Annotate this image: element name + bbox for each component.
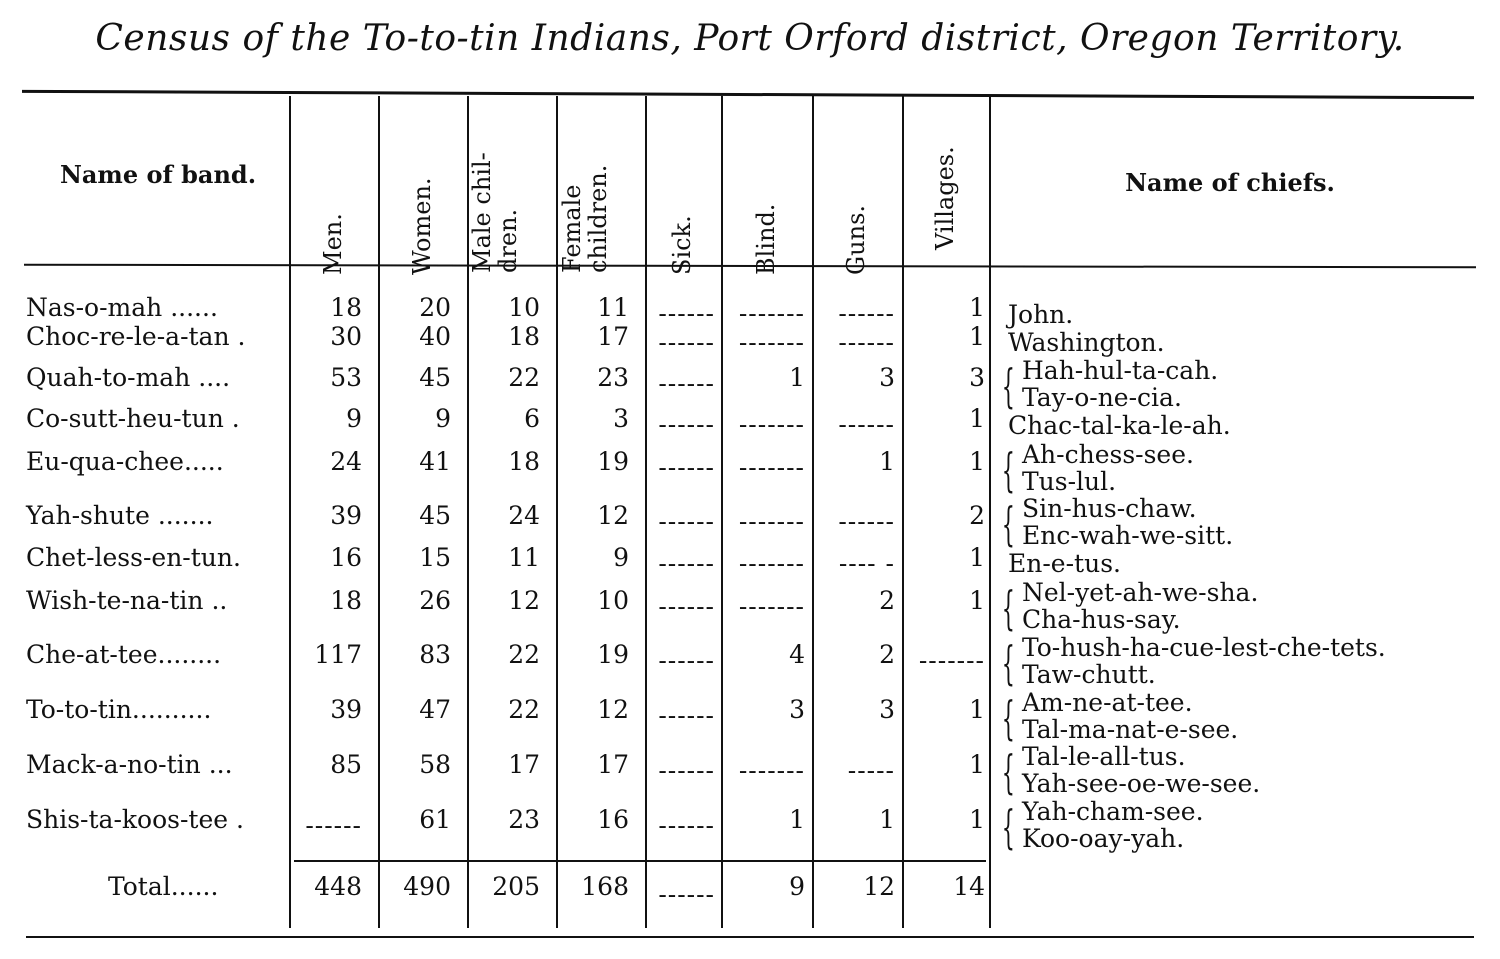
cell-men: 117: [314, 640, 362, 669]
cell-guns: 1: [879, 447, 895, 476]
cell-blind: -------: [738, 756, 805, 785]
col-divider: [812, 96, 814, 928]
cell-sick: ------: [658, 811, 715, 840]
header-chiefs: Name of chiefs.: [1125, 168, 1335, 197]
cell-women: 41: [419, 447, 451, 476]
cell-villages: 1: [969, 404, 985, 433]
brace-mark: {: [1001, 359, 1015, 413]
cell-female-children: 12: [597, 501, 629, 530]
cell-blind: 1: [789, 805, 805, 834]
cell-chief-name: Yah-see-oe-we-see.: [1022, 769, 1261, 798]
cell-band-name: Shis-ta-koos-tee .: [26, 805, 244, 834]
cell-chief-name: Cha-hus-say.: [1022, 605, 1181, 634]
cell-chief-name: John.: [1008, 300, 1074, 329]
cell-men: 30: [330, 322, 362, 351]
cell-male-children: 18: [508, 322, 540, 351]
cell-sick: ------: [658, 369, 715, 398]
cell-band-name: Wish-te-na-tin ..: [26, 586, 228, 615]
cell-band-name: Yah-shute .......: [26, 501, 214, 530]
brace-mark: {: [1001, 581, 1015, 635]
cell-women: 20: [419, 293, 451, 322]
cell-men: 16: [330, 543, 362, 572]
cell-women: 47: [419, 695, 451, 724]
total-label: Total......: [108, 872, 219, 901]
cell-villages: 1: [969, 695, 985, 724]
cell-band-name: Eu-qua-chee.....: [26, 447, 224, 476]
cell-blind: -------: [738, 592, 805, 621]
cell-men: 53: [330, 363, 362, 392]
total-cell-villages: 14: [953, 872, 985, 901]
cell-sick: ------: [658, 592, 715, 621]
cell-female-children: 19: [597, 640, 629, 669]
cell-sick: ------: [658, 701, 715, 730]
cell-male-children: 22: [508, 363, 540, 392]
cell-female-children: 11: [597, 293, 629, 322]
cell-male-children: 18: [508, 447, 540, 476]
cell-sick: ------: [658, 756, 715, 785]
cell-guns: ------: [838, 410, 895, 439]
cell-chief-name: Am-ne-at-tee.: [1022, 688, 1193, 717]
header-women: Women.: [408, 177, 436, 275]
cell-chief-name: En-e-tus.: [1008, 549, 1121, 578]
cell-guns: 1: [879, 805, 895, 834]
cell-male-children: 17: [508, 750, 540, 779]
cell-villages: 1: [969, 543, 985, 572]
cell-blind: -------: [738, 299, 805, 328]
col-divider: [378, 96, 380, 928]
cell-chief-name: Hah-hul-ta-cah.: [1022, 356, 1219, 385]
col-divider: [989, 96, 991, 928]
cell-women: 45: [419, 363, 451, 392]
cell-chief-name: Enc-wah-we-sitt.: [1022, 521, 1234, 550]
cell-female-children: 10: [597, 586, 629, 615]
cell-chief-name: To-hush-ha-cue-lest-che-tets.: [1022, 633, 1386, 662]
cell-villages: 1: [969, 586, 985, 615]
cell-villages: 1: [969, 322, 985, 351]
brace-mark: {: [1001, 745, 1015, 799]
cell-female-children: 17: [597, 750, 629, 779]
cell-band-name: Nas-o-mah ......: [26, 293, 218, 322]
cell-women: 26: [419, 586, 451, 615]
col-divider: [645, 96, 647, 928]
cell-blind: 4: [789, 640, 805, 669]
cell-female-children: 16: [597, 805, 629, 834]
cell-blind: 1: [789, 363, 805, 392]
cell-women: 83: [419, 640, 451, 669]
cell-male-children: 24: [508, 501, 540, 530]
header-band: Name of band.: [59, 160, 257, 189]
cell-male-children: 23: [508, 805, 540, 834]
header-blind: Blind.: [752, 203, 780, 275]
cell-chief-name: Tus-lul.: [1022, 467, 1117, 496]
header-villages: Villages.: [931, 146, 959, 250]
cell-villages: 3: [969, 363, 985, 392]
cell-blind: -------: [738, 507, 805, 536]
cell-female-children: 17: [597, 322, 629, 351]
cell-women: 40: [419, 322, 451, 351]
cell-sick: ------: [658, 410, 715, 439]
cell-sick: ------: [658, 453, 715, 482]
cell-chief-name: Tal-ma-nat-e-see.: [1022, 715, 1239, 744]
cell-sick: ------: [658, 507, 715, 536]
cell-chief-name: Chac-tal-ka-le-ah.: [1008, 411, 1231, 440]
cell-chief-name: Taw-chutt.: [1022, 660, 1156, 689]
cell-villages: -------: [918, 646, 985, 675]
brace-mark: {: [1001, 636, 1015, 690]
total-cell-female-children: 168: [581, 872, 629, 901]
cell-female-children: 9: [613, 543, 629, 572]
cell-villages: 2: [969, 501, 985, 530]
cell-female-children: 19: [597, 447, 629, 476]
cell-men: 39: [330, 695, 362, 724]
cell-villages: 1: [969, 293, 985, 322]
cell-chief-name: Koo-oay-yah.: [1022, 824, 1185, 853]
cell-sick: ------: [658, 328, 715, 357]
cell-villages: 1: [969, 447, 985, 476]
total-cell-men: 448: [314, 872, 362, 901]
cell-blind: -------: [738, 453, 805, 482]
total-cell-guns: 12: [863, 872, 895, 901]
cell-male-children: 12: [508, 586, 540, 615]
total-cell-male-children: 205: [492, 872, 540, 901]
cell-male-children: 6: [524, 404, 540, 433]
cell-guns: 3: [879, 695, 895, 724]
header-men: Men.: [319, 213, 347, 275]
cell-chief-name: Tal-le-all-tus.: [1022, 742, 1186, 771]
total-rule: [294, 860, 986, 862]
cell-guns: ------: [838, 328, 895, 357]
cell-women: 45: [419, 501, 451, 530]
header-male-children: Male chil- dren.: [468, 152, 522, 273]
brace-mark: {: [1001, 443, 1015, 497]
cell-guns: 2: [879, 586, 895, 615]
cell-women: 9: [435, 404, 451, 433]
total-cell-women: 490: [403, 872, 451, 901]
cell-villages: 1: [969, 750, 985, 779]
cell-men: 39: [330, 501, 362, 530]
header-rule: [24, 264, 1476, 269]
cell-male-children: 11: [508, 543, 540, 572]
total-cell-blind: 9: [789, 872, 805, 901]
cell-guns: 3: [879, 363, 895, 392]
cell-female-children: 23: [597, 363, 629, 392]
bottom-rule: [26, 936, 1474, 938]
cell-female-children: 12: [597, 695, 629, 724]
cell-women: 58: [419, 750, 451, 779]
cell-female-children: 3: [613, 404, 629, 433]
header-sick: Sick.: [668, 215, 696, 275]
cell-men: 18: [330, 586, 362, 615]
cell-guns: -----: [847, 756, 895, 785]
cell-band-name: Co-sutt-heu-tun .: [26, 404, 240, 433]
page-title: Census of the To-to-tin Indians, Port Orford district, Oregon Territory.: [95, 18, 1405, 59]
col-divider: [721, 96, 723, 928]
cell-sick: ------: [658, 549, 715, 578]
cell-chief-name: Washington.: [1008, 328, 1165, 357]
cell-band-name: Chet-less-en-tun.: [26, 543, 241, 572]
cell-chief-name: Nel-yet-ah-we-sha.: [1022, 578, 1259, 607]
top-rule: [22, 90, 1474, 99]
cell-blind: -------: [738, 410, 805, 439]
col-divider: [902, 96, 904, 928]
cell-guns: ------: [838, 299, 895, 328]
cell-men: 9: [346, 404, 362, 433]
cell-male-children: 22: [508, 640, 540, 669]
cell-chief-name: Tay-o-ne-cia.: [1022, 383, 1182, 412]
cell-guns: 2: [879, 640, 895, 669]
cell-men: 24: [330, 447, 362, 476]
total-cell-sick: ------: [658, 880, 715, 909]
cell-band-name: Mack-a-no-tin ...: [26, 750, 233, 779]
cell-band-name: Che-at-tee........: [26, 640, 222, 669]
cell-chief-name: Ah-chess-see.: [1022, 440, 1194, 469]
cell-chief-name: Sin-hus-chaw.: [1022, 494, 1197, 523]
brace-mark: {: [1001, 800, 1015, 854]
cell-blind: -------: [738, 549, 805, 578]
header-female-children: Female children.: [558, 164, 612, 273]
header-guns: Guns.: [842, 204, 870, 275]
cell-men: 85: [330, 750, 362, 779]
cell-guns: ---- -: [838, 549, 895, 578]
col-divider: [289, 96, 291, 928]
cell-band-name: To-to-tin..........: [26, 695, 212, 724]
cell-women: 61: [419, 805, 451, 834]
brace-mark: {: [1001, 691, 1015, 745]
cell-men: ------: [305, 811, 362, 840]
cell-male-children: 10: [508, 293, 540, 322]
cell-male-children: 22: [508, 695, 540, 724]
cell-band-name: Quah-to-mah ....: [26, 363, 231, 392]
cell-villages: 1: [969, 805, 985, 834]
cell-band-name: Choc-re-le-a-tan .: [26, 322, 246, 351]
cell-chief-name: Yah-cham-see.: [1022, 797, 1204, 826]
cell-sick: ------: [658, 646, 715, 675]
cell-blind: 3: [789, 695, 805, 724]
brace-mark: {: [1001, 497, 1015, 551]
cell-guns: ------: [838, 507, 895, 536]
cell-blind: -------: [738, 328, 805, 357]
cell-sick: ------: [658, 299, 715, 328]
cell-women: 15: [419, 543, 451, 572]
cell-men: 18: [330, 293, 362, 322]
